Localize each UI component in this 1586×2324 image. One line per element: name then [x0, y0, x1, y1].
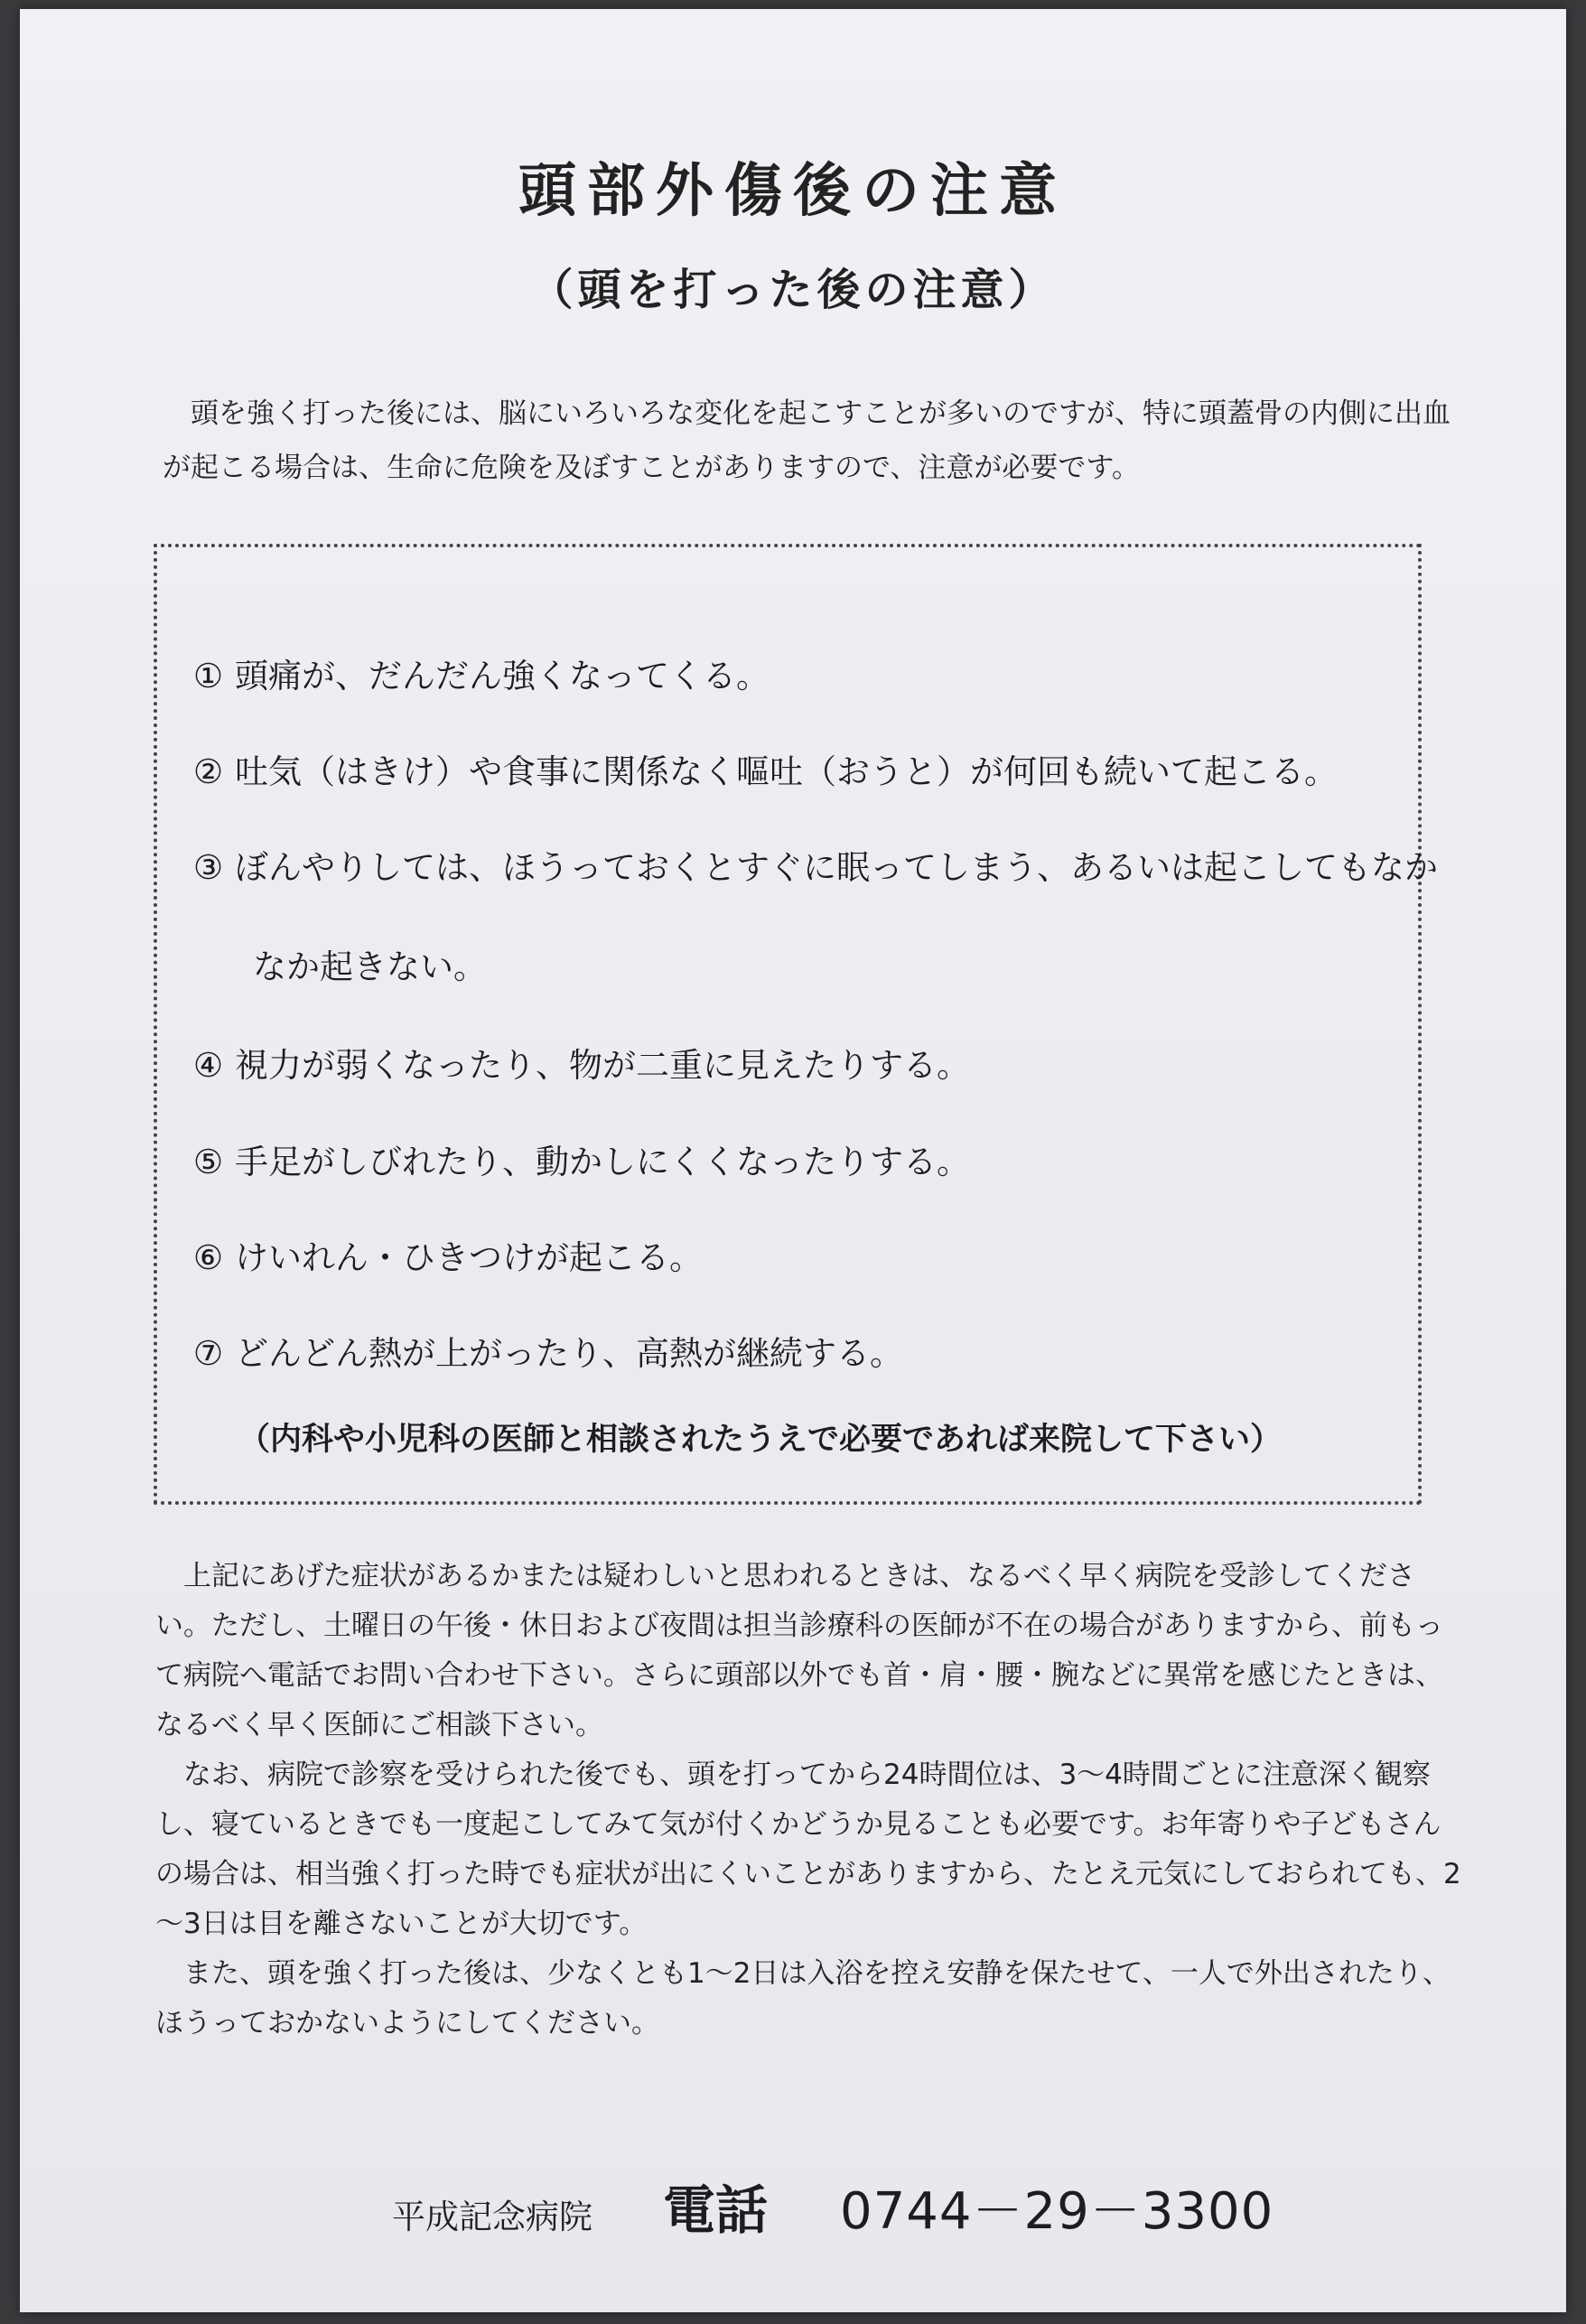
symptom-number: ⑦	[193, 1334, 224, 1373]
guidance-paragraph-2: なお、病院で診察を受けられた後でも、頭を打ってから24時間位は、3～4時間ごとに注意深く観察し、寝ているときでも一度起こしてみて気が付くかどうか見ることも必要です。お年寄りや子どもさんの場合は、相当強く打った時でも症状が出にくいことがありますから、たとえ元気にしておられても、2～3日は目を離さないことが大切です。	[155, 1759, 1461, 1940]
symptom-item-5	[193, 1134, 970, 1183]
guidance-paragraph-1: 上記にあげた症状があるかまたは疑わしいと思われるときは、なるべく早く病院を受診してください。ただし、土曜日の午後・休日および夜間は担当診療科の医師が不在の場合がありますから、前もって病院へ電話でお問い合わせ下さい。さらに頭部以外でも首・肩・腰・腕などに異常を感じたときは、なるべく早く医師にご相談下さい。	[155, 1560, 1443, 1741]
guidance-text	[155, 1552, 1465, 2049]
symptom-item-1	[193, 649, 770, 697]
phone-label: 電話	[663, 2179, 769, 2241]
symptom-item-6	[193, 1230, 703, 1279]
page-title: 頭部外傷後の注意	[518, 157, 1068, 225]
symptom-number: ⑤	[193, 1143, 224, 1181]
symptom-number: ①	[193, 657, 224, 695]
intro-text: 頭を強く打った後には、脳にいろいろな変化を起こすことが多いのですが、特に頭蓋骨の内側に出血が起こる場合は、生命に危険を及ぼすことがありますので、注意が必要です。	[163, 397, 1451, 484]
symptom-item-2	[193, 744, 1338, 793]
symptom-number: ⑥	[193, 1238, 224, 1277]
symptom-item-7	[193, 1326, 903, 1375]
symptom-number: ③	[193, 848, 224, 887]
phone-number: 0744－29－3300	[840, 2182, 1274, 2241]
guidance-paragraph-3: また、頭を強く打った後は、少なくとも1～2日は入浴を控え安静を保たせて、一人で外出されたり、ほうっておかないようにしてください。	[155, 1957, 1451, 2039]
symptom-box	[154, 544, 1438, 1505]
document-sheet	[20, 9, 1566, 2312]
symptom-text: ぼんやりしては、ほうっておくとすぐに眠ってしまう、あるいは起こしてもなか	[235, 848, 1438, 887]
consult-note: （内科や小児科の医師と相談されたうえで必要であれば来院して下さい）	[238, 1422, 1283, 1458]
symptom-text: けいれん・ひきつけが起こる。	[235, 1238, 703, 1277]
symptom-text-continued: なか起きない。	[253, 947, 487, 986]
contact-footer	[392, 2168, 1273, 2244]
symptom-text: 視力が弱くなったり、物が二重に見えたりする。	[235, 1046, 970, 1085]
symptom-text: 手足がしびれたり、動かしにくくなったりする。	[235, 1143, 970, 1181]
hospital-name: 平成記念病院	[392, 2198, 592, 2236]
symptom-text: 頭痛が、だんだん強くなってくる。	[235, 657, 770, 695]
symptom-text: どんどん熱が上がったり、高熱が継続する。	[235, 1334, 903, 1373]
symptom-number: ④	[193, 1046, 224, 1085]
page-subtitle: （頭を打った後の注意）	[529, 265, 1057, 315]
symptom-number: ②	[193, 752, 224, 791]
symptom-item-4	[193, 1038, 970, 1087]
symptom-item-3	[193, 840, 1438, 986]
symptom-text: 吐気（はきけ）や食事に関係なく嘔吐（おうと）が何回も続いて起こる。	[235, 752, 1338, 791]
intro-paragraph	[163, 387, 1472, 495]
